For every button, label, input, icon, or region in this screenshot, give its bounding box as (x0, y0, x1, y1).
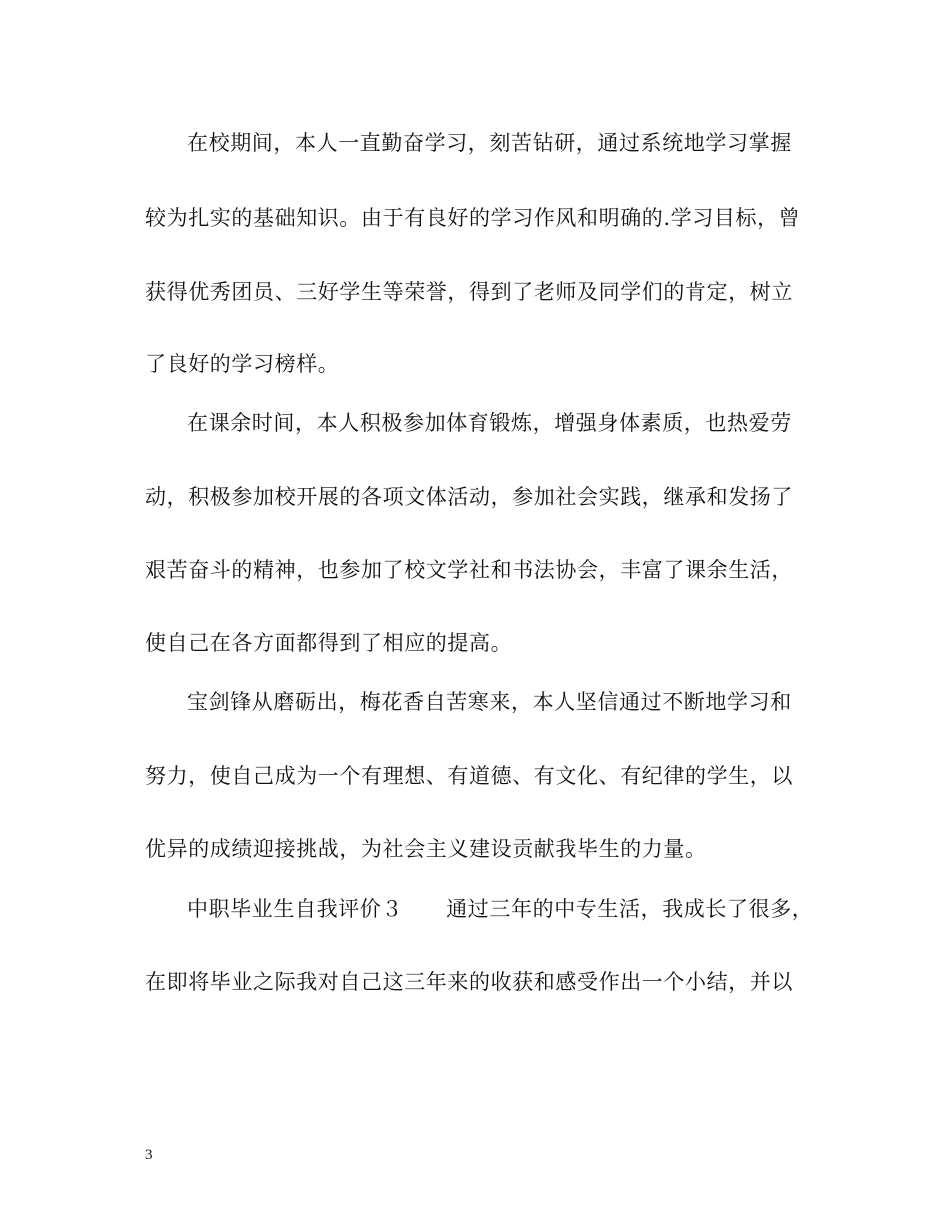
paragraph-1-line-4: 了良好的学习榜样。 (145, 352, 340, 376)
paragraph-4-line-2: 在即将毕业之际我对自己这三年来的收获和感受作出一个小结，并以 (145, 970, 793, 994)
paragraph-3-line-3: 优异的成绩迎接挑战，为社会主义建设贡献我毕生的力量。 (145, 837, 707, 861)
paragraph-1-line-3: 获得优秀团员、三好学生等荣誉，得到了老师及同学们的肯定，树立 (145, 280, 793, 304)
paragraph-3-line-2: 努力，使自己成为一个有理想、有道德、有文化、有纪律的学生，以 (145, 764, 793, 788)
paragraph-2-line-3: 艰苦奋斗的精神，也参加了校文学社和书法协会，丰富了课余生活， (145, 558, 793, 582)
paragraph-2-line-1: 在课余时间，本人积极参加体育锻炼，增强身体素质，也热爱劳 (187, 411, 792, 435)
paragraph-2-line-2: 动，积极参加校开展的各项文体活动，参加社会实践，继承和发扬了 (145, 485, 793, 509)
page-number: 3 (145, 1147, 153, 1163)
paragraph-1-line-1: 在校期间，本人一直勤奋学习，刻苦钻研，通过系统地学习掌握 (187, 131, 792, 155)
paragraph-2-line-4: 使自己在各方面都得到了相应的提高。 (145, 631, 513, 655)
paragraph-3-line-1: 宝剑锋从磨砺出，梅花香自苦寒来，本人坚信通过不断地学习和 (187, 690, 792, 714)
paragraph-1-line-2: 较为扎实的基础知识。由于有良好的学习作风和明确的.学习目标，曾 (145, 206, 801, 230)
paragraph-4-line-1: 中职毕业生自我评价３ 通过三年的中专生活，我成长了很多， (187, 897, 814, 921)
